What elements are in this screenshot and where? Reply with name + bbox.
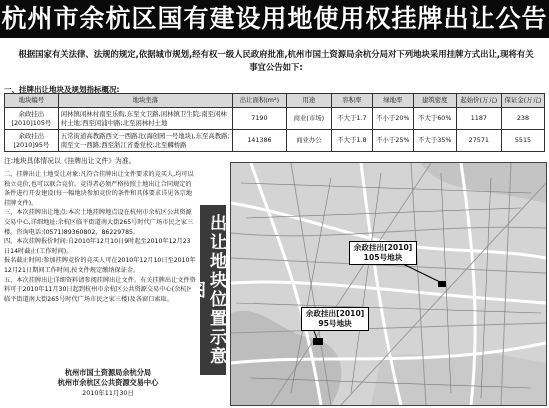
col-header: 容积率 bbox=[331, 94, 372, 108]
callout-line: 余政挂出[2010] bbox=[305, 309, 365, 318]
announcement-body bbox=[4, 170, 196, 304]
table-cell: 商业办公 bbox=[286, 130, 331, 152]
table-cell: 7190 bbox=[233, 108, 287, 130]
map-callout-95 bbox=[301, 307, 369, 331]
col-header: 起始价(万元) bbox=[456, 94, 501, 108]
body-paragraph: 三、本次挂牌出让地点:本次土地挂牌地点设在杭州市余杭区公共资源交易中心,详细地址:余杭区临平街道南大街265号时代广场市民之家三楼。咨询电话:(0571)89360802、86229785。 bbox=[4, 209, 194, 236]
table-note: 注:地块具体情况以《挂牌出让文件》为准。 bbox=[4, 157, 136, 165]
table-cell: 238 bbox=[501, 108, 544, 130]
table-row bbox=[5, 108, 545, 130]
callout-line: 余政挂出[2010] bbox=[353, 243, 413, 252]
issuer-name: 杭州市余杭区公共资源交易中心 bbox=[57, 378, 159, 387]
table-cell: 不大于1.8 bbox=[331, 130, 372, 152]
intro-text: 根据国家有关法律、法规的规定,依据城市规划,经有权一级人民政府批准,杭州市国土资源局余杭分局对下列地块采用挂牌方式出让,现将有关事宜公告如下: bbox=[18, 49, 534, 72]
table-cell: 余政挂出[2010]95号 bbox=[5, 130, 59, 152]
land-plots-table bbox=[4, 93, 545, 152]
map-drawing bbox=[231, 163, 546, 405]
table-cell: 不大于1.7 bbox=[331, 108, 372, 130]
table-header-row bbox=[5, 94, 545, 108]
page-title: 杭州市余杭区国有建设用地使用权挂牌出让公告 bbox=[0, 0, 549, 38]
col-header: 地块编号 bbox=[5, 94, 59, 108]
location-map bbox=[230, 162, 547, 406]
body-paragraph: 五、本次挂牌出让详细资料请参阅挂牌出让文件。有关挂牌出让文件资料可于2010年11月30日起到杭州市余杭区公共资源交易中心(余杭区临平街道南大街265号时代广场市民之家三楼)及各窗口索取。 bbox=[4, 276, 196, 303]
table-cell: 27571 bbox=[456, 130, 501, 152]
callout-line: 95号地块 bbox=[318, 319, 352, 328]
col-header: 建筑密度 bbox=[413, 94, 456, 108]
section-heading: 一、挂牌出让地块及规划指标概况: bbox=[4, 85, 120, 94]
col-header: 保证金(万元) bbox=[501, 94, 544, 108]
map-callout-105 bbox=[349, 241, 417, 265]
map-side-label: 出让地块位置示意图 bbox=[200, 205, 226, 375]
table-cell: 141386 bbox=[233, 130, 287, 152]
callout-line: 105号地块 bbox=[363, 253, 403, 262]
col-header: 用途 bbox=[286, 94, 331, 108]
table-cell: 余政挂出[2010]105号 bbox=[5, 108, 59, 130]
table-cell: 不小于25% bbox=[372, 130, 413, 152]
col-header: 出让面积(m²) bbox=[233, 94, 287, 108]
table-cell: 不小于20% bbox=[372, 108, 413, 130]
table-cell: 五常街道高教路西文一西路北(海创园一号地块),东至高教路;南至文一西路;西至浙江省委党校;北至麟桥路 bbox=[58, 130, 232, 152]
col-header: 地块坐落 bbox=[58, 94, 232, 108]
body-paragraph: 四、本次挂牌报价时间:自2010年12月10日9时起至2010年12月23日14时截止(工作时间)。 bbox=[4, 238, 191, 255]
col-header: 绿地率 bbox=[372, 94, 413, 108]
body-paragraph: 二、挂牌出让土地受让对象:凡符合挂牌出让文件要求的竞买人,均可以独立竞价,也可以联合竞价。竞得者必须严格按照土地出让合同规定的条件进行开发建设(每一幅地块参加竞价的条件和具体要求详见各宗地挂牌文件)。 bbox=[4, 171, 194, 207]
table-cell: 闲林镇闲林村南至乐购,东至文卫路,闲林镇卫生院;南至闲林村土地;西至闲浦中路;北至闲林村土地 bbox=[58, 108, 232, 130]
issuer-name: 杭州市国土资源局余杭分局 bbox=[64, 368, 152, 377]
table-cell: 5515 bbox=[501, 130, 544, 152]
table-cell: 不大于35% bbox=[413, 130, 456, 152]
signoff bbox=[18, 368, 198, 398]
issue-date: 2010年11月30日 bbox=[82, 389, 134, 397]
body-paragraph: 报名截止时间:参加挂牌竞价的竞买人可在2010年12月10日至2010年12月21日期间工作时间,按文件规定缴纳保证金。 bbox=[4, 257, 196, 274]
table-cell: 1187 bbox=[456, 108, 501, 130]
table-cell: 商业(市场) bbox=[286, 108, 331, 130]
table-cell: 不大于60% bbox=[413, 108, 456, 130]
table-row bbox=[5, 130, 545, 152]
